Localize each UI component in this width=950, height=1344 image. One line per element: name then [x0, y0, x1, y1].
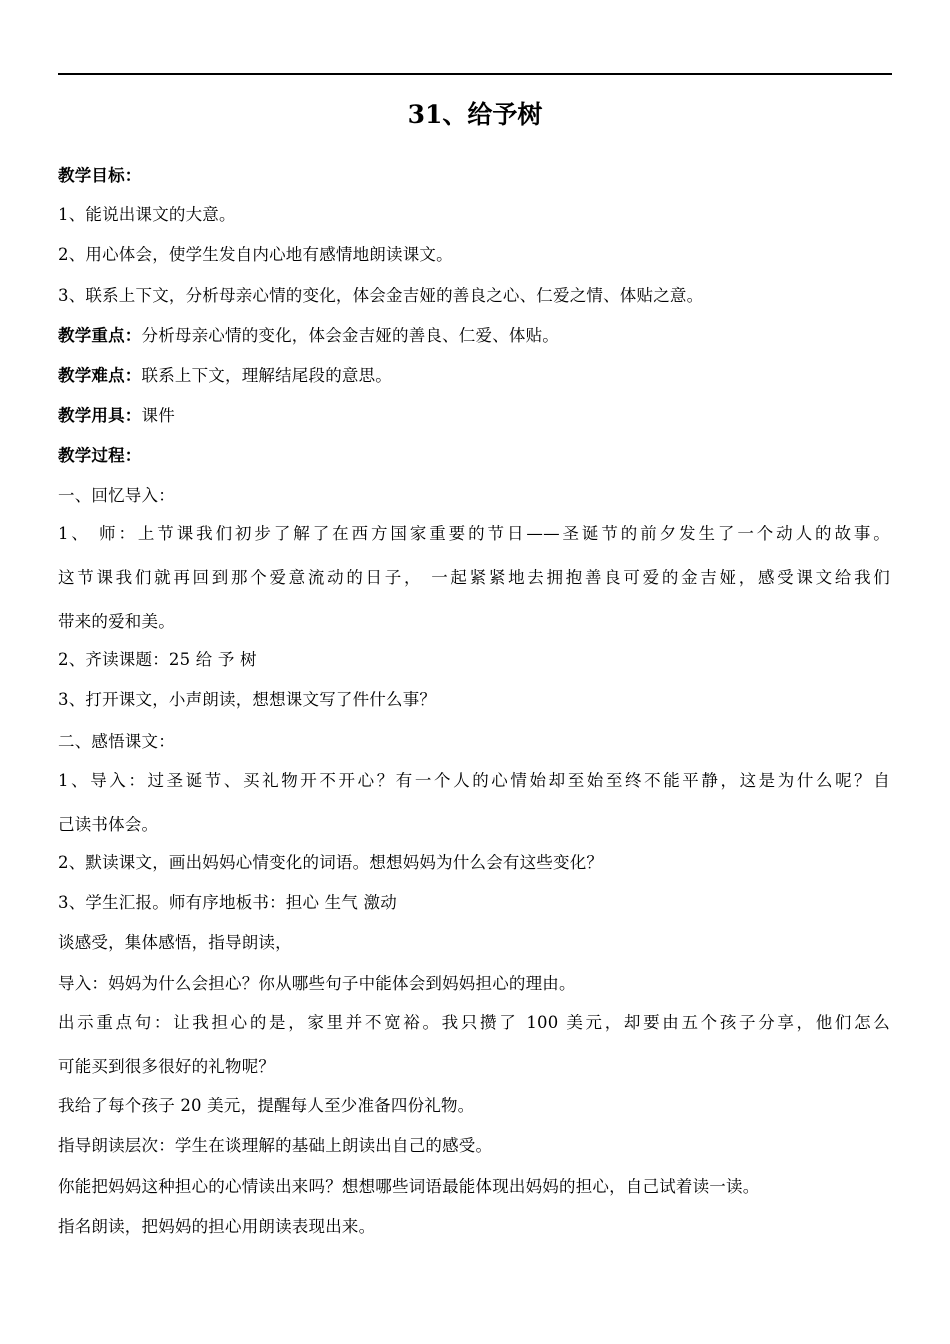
section1-item1-line3: 带来的爱和美。: [58, 612, 175, 631]
header-rule: [58, 73, 892, 75]
section2-question: 你能把妈妈这种担心的心情读出来吗？想想哪些词语最能体现出妈妈的担心，自己试着读一读。: [58, 1177, 760, 1196]
section2-feel: 谈感受，集体感悟，指导朗读，: [58, 933, 292, 952]
objective-2: 2、用心体会，使学生发自内心地有感情地朗读课文。: [58, 245, 453, 264]
section1-item1-line2: 这节课我们就再回到那个爱意流动的日子， 一起紧紧地去拥抱善良可爱的金吉娅，感受课文给我们: [58, 568, 890, 587]
section1-heading: 一、回忆导入：: [58, 486, 175, 505]
objective-1: 1、能说出课文的大意。: [58, 205, 236, 224]
difficulty-line: [58, 364, 898, 388]
section2-guide-levels: 指导朗读层次：学生在谈理解的基础上朗读出自己的感受。: [58, 1136, 493, 1155]
objectives-heading: 教学目标：: [58, 166, 142, 185]
objective-3: 3、联系上下文，分析母亲心情的变化，体会金吉娅的善良之心、仁爱之情、体贴之意。: [58, 286, 704, 305]
section2-item1-line2: 己读书体会。: [58, 815, 159, 834]
tools-line: [58, 404, 898, 428]
section2-item1-line1: 1、导入：过圣诞节、买礼物开不开心？有一个人的心情始却至始至终不能平静，这是为什么呢？自: [58, 771, 890, 790]
key-point-label: 教学重点：: [58, 326, 142, 345]
section2-gift: 我给了每个孩子 20 美元，提醒每人至少准备四份礼物。: [58, 1096, 475, 1115]
section2-heading: 二、感悟课文：: [58, 732, 175, 751]
tools-label: 教学用具：: [58, 406, 142, 425]
difficulty-text: 联系上下文，理解结尾段的意思。: [141, 366, 392, 385]
section2-intro: 导入：妈妈为什么会担心？你从哪些句子中能体会到妈妈担心的理由。: [58, 974, 576, 993]
section2-item2: 2、默读课文，画出妈妈心情变化的词语。想想妈妈为什么会有这些变化？: [58, 853, 604, 872]
section1-item1-line1: 1、 师：上节课我们初步了解了在西方国家重要的节日——圣诞节的前夕发生了一个动人的故事。: [58, 524, 890, 543]
key-sentence-line1: 出示重点句：让我担心的是，家里并不宽裕。我只攒了 100 美元，却要由五个孩子分享，他们怎么: [58, 1013, 890, 1032]
process-heading: 教学过程：: [58, 446, 142, 465]
section1-item3: 3、打开课文，小声朗读，想想课文写了件什么事？: [58, 690, 437, 709]
lesson-title: 31、给予树: [407, 100, 543, 129]
key-sentence-line2: 可能买到很多很好的礼物呢？: [58, 1057, 276, 1076]
section1-item2: 2、齐读课题：25 给 予 树: [58, 650, 257, 669]
tools-text: 课件: [141, 406, 175, 425]
key-point-line: [58, 324, 898, 348]
section2-item3: 3、学生汇报。师有序地板书：担心 生气 激动: [58, 893, 397, 912]
difficulty-label: 教学难点：: [58, 366, 142, 385]
section2-named-reading: 指名朗读，把妈妈的担心用朗读表现出来。: [58, 1217, 376, 1236]
key-point-text: 分析母亲心情的变化，体会金吉娅的善良、仁爱、体贴。: [141, 326, 559, 345]
